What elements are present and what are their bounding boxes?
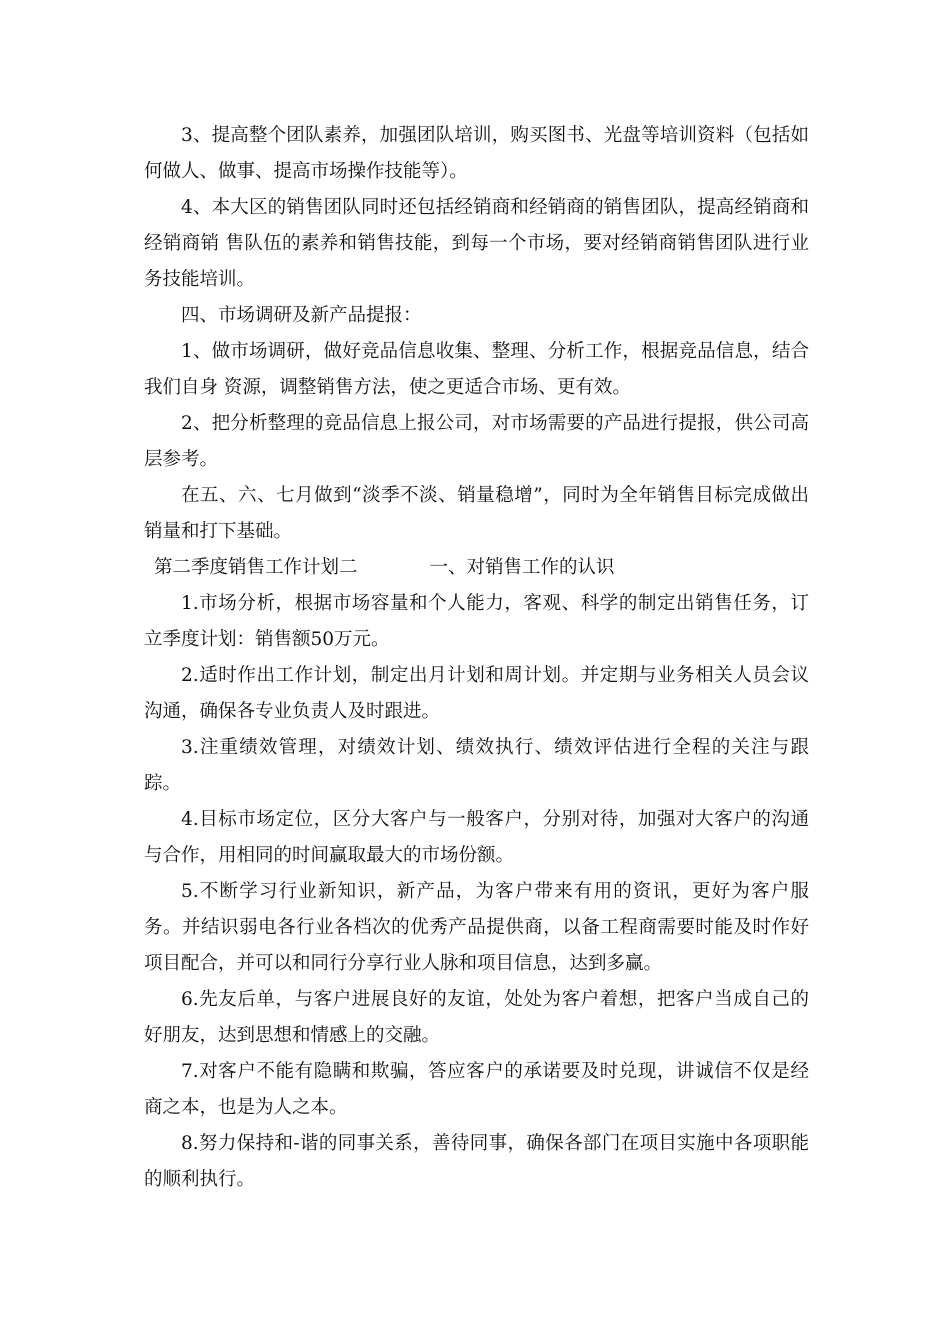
paragraph-team-training: 3、提高整个团队素养，加强团队培训，购买图书、光盘等培训资料（包括如何做人、做事、提高市场操作技能等）。 bbox=[144, 125, 809, 182]
list-item: 5.不断学习行业新知识，新产品，为客户带来有用的资讯，更好为客户服务。并结识弱电各行业各档次的优秀产品提供商，以备工程商需要时能及时作好项目配合，并可以和同行分享行业人脉和项目信息，达到多赢。 bbox=[144, 881, 809, 974]
section-heading-market-research: 四、市场调研及新产品提报： bbox=[181, 305, 422, 326]
plan-heading bbox=[144, 550, 809, 586]
paragraph-dealer-team: 4、本大区的销售团队同时还包括经销商和经销商的销售团队，提高经销商和经销商销 售队伍的素养和销售技能，到每一个市场，要对经销商销售团队进行业务技能培训。 bbox=[144, 197, 809, 290]
list-item: 2.适时作出工作计划，制定出月计划和周计划。并定期与业务相关人员会议沟通，确保各专业负责人及时跟进。 bbox=[144, 665, 809, 722]
list-item: 6.先友后单，与客户进展良好的友谊，处处为客户着想，把客户当成自己的好朋友，达到思想和情感上的交融。 bbox=[144, 989, 809, 1046]
paragraph-report-competitors: 2、把分析整理的竞品信息上报公司，对市场需要的产品进行提报，供公司高层参考。 bbox=[144, 413, 809, 470]
paragraph-market-research: 1、做市场调研，做好竞品信息收集、整理、分析工作，根据竞品信息，结合我们自身 资源，调整销售方法，使之更适合市场、更有效。 bbox=[144, 341, 809, 398]
list-item: 7.对客户不能有隐瞒和欺骗，答应客户的承诺要及时兑现，讲诚信不仅是经商之本，也是为人之本。 bbox=[144, 1061, 809, 1118]
paragraph-season-goal: 在五、六、七月做到“淡季不淡、销量稳增”，同时为全年销售目标完成做出销量和打下基础。 bbox=[144, 485, 809, 542]
plan-subtitle: 一、对销售工作的认识 bbox=[429, 557, 615, 578]
list-item: 4.目标市场定位，区分大客户与一般客户，分别对待，加强对大客户的沟通与合作，用相同的时间赢取最大的市场份额。 bbox=[144, 809, 809, 866]
list-item: 3.注重绩效管理，对绩效计划、绩效执行、绩效评估进行全程的关注与跟踪。 bbox=[144, 737, 809, 794]
document-body bbox=[144, 118, 809, 1198]
list-item: 8.努力保持和-谐的同事关系，善待同事，确保各部门在项目实施中各项职能的顺利执行。 bbox=[144, 1133, 809, 1190]
list-item: 1.市场分析，根据市场容量和个人能力，客观、科学的制定出销售任务，订立季度计划：销售额50万元。 bbox=[144, 593, 809, 650]
plan-title: 第二季度销售工作计划二 bbox=[154, 557, 358, 578]
